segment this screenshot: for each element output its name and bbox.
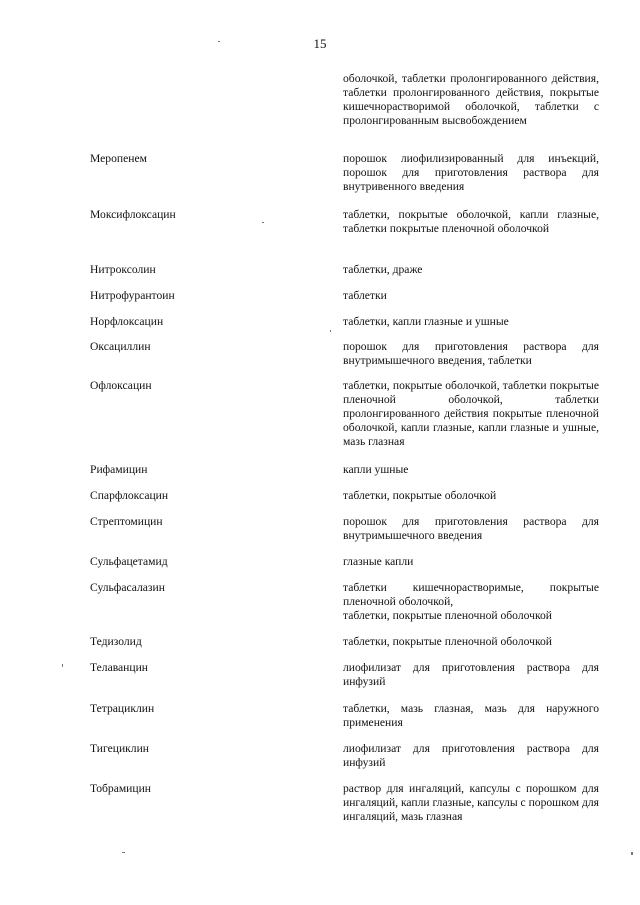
drug-name: Рифамицин <box>90 463 148 476</box>
dosage-forms: таблетки, капли глазные и ушные <box>343 315 509 328</box>
dosage-forms: порошок для приготовления раствора для внутримышечного введения <box>343 515 599 542</box>
dosage-forms: таблетки, покрытые оболочкой, таблетки покрытые пленочной оболочкой, таблетки пролонгированного действия покрытые пленочной оболочкой, капли глазные, капли глазные и ушные, мазь глазная <box>343 379 599 448</box>
drug-name: Тобрамицин <box>90 782 152 795</box>
drug-name: Нитроксолин <box>90 263 156 276</box>
dosage-forms: таблетки кишечнорастворимые, покрытые пленочной оболочкой, таблетки, покрытые пленочной оболочкой <box>343 581 599 622</box>
drug-name: Меропенем <box>90 152 147 165</box>
drug-name: Офлоксацин <box>90 379 152 392</box>
dosage-forms: таблетки <box>343 289 387 302</box>
drug-name: Телаванцин <box>90 661 149 674</box>
dosage-forms: раствор для ингаляций, капсулы с порошком для ингаляций, капли глазные, капсулы с порошком для ингаляций, мазь глазная <box>343 782 599 823</box>
drug-name: Оксациллин <box>90 340 151 353</box>
drug-name: Тигециклин <box>90 742 149 755</box>
drug-name: Сульфацетамид <box>90 555 168 568</box>
drug-name: Тетрациклин <box>90 702 155 715</box>
drug-name: Моксифлоксацин <box>90 208 176 221</box>
scan-speck <box>330 330 331 332</box>
scan-speck <box>218 41 220 42</box>
dosage-forms: лиофилизат для приготовления раствора для инфузий <box>343 661 599 688</box>
dosage-forms: порошок для приготовления раствора для внутримышечного введения, таблетки <box>343 340 599 367</box>
drug-name: Нитрофурантоин <box>90 289 175 302</box>
drug-name: Тедизолид <box>90 635 142 648</box>
dosage-forms: таблетки, покрытые оболочкой <box>343 489 497 502</box>
dosage-forms: глазные капли <box>343 555 414 568</box>
dosage-forms: таблетки, мазь глазная, мазь для наружного применения <box>343 702 599 729</box>
dosage-forms: таблетки, покрытые пленочной оболочкой <box>343 635 552 648</box>
dosage-forms: таблетки, драже <box>343 263 423 276</box>
dosage-forms: таблетки, покрытые оболочкой, капли глазные, таблетки покрытые пленочной оболочкой <box>343 208 599 235</box>
scan-speck <box>62 664 63 667</box>
scan-speck <box>631 852 633 855</box>
drug-name: Норфлоксацин <box>90 315 164 328</box>
page-number: 15 <box>313 36 327 51</box>
dosage-forms: капли ушные <box>343 463 409 476</box>
dosage-forms: порошок лиофилизированный для инъекций, порошок для приготовления раствора для внутривенного введения <box>343 152 599 193</box>
drug-name: Спарфлоксацин <box>90 489 169 502</box>
drug-name: Стрептомицин <box>90 515 163 528</box>
scan-speck <box>262 222 264 223</box>
drug-name: Сульфасалазин <box>90 581 165 594</box>
scan-speck <box>122 852 125 853</box>
continuation-text: оболочкой, таблетки пролонгированного действия, таблетки пролонгированного действия, покрытые кишечнорастворимой оболочкой, таблетки с пролонгированным высвобождением <box>343 72 599 127</box>
dosage-forms: лиофилизат для приготовления раствора для инфузий <box>343 742 599 769</box>
